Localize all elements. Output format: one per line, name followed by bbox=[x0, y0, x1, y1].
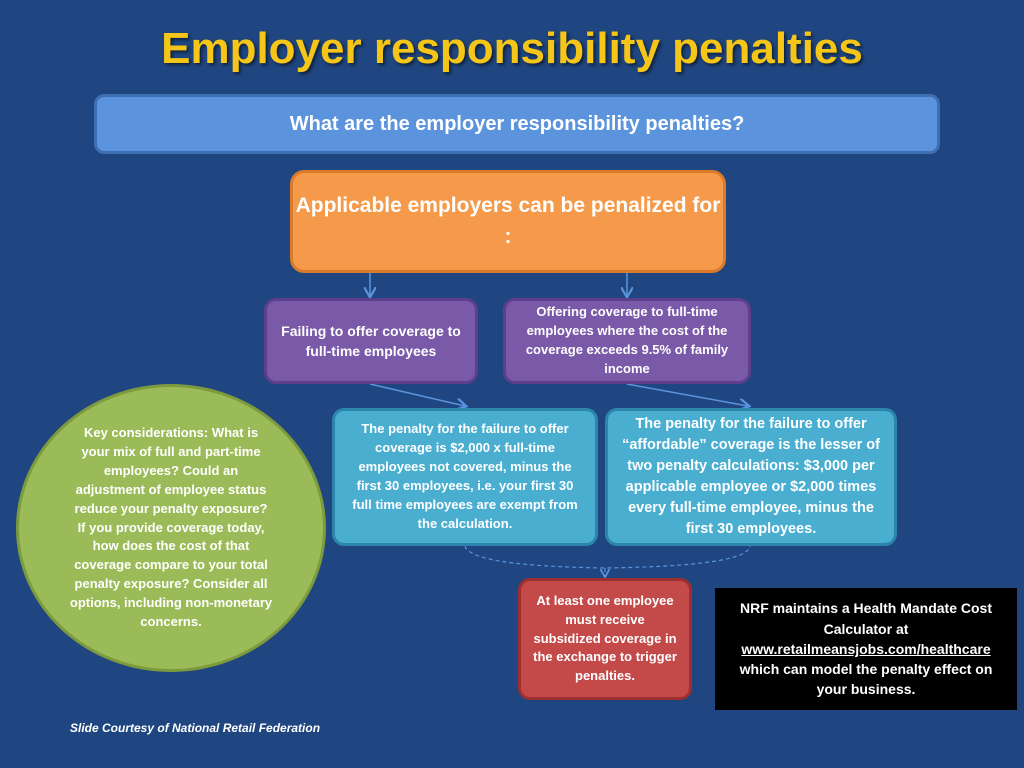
page-title: Employer responsibility penalties bbox=[161, 24, 863, 73]
penalty-text: The penalty for the failure to offer coverage is $2,000 x full-time employees not covered, minus the first 30 employees, i.e. your first 30 full time employees are exempt from the calculation. bbox=[352, 421, 578, 531]
arrow-reason2-to-penalty2 bbox=[627, 384, 748, 406]
main-box-text: Applicable employers can be penalized for : bbox=[295, 194, 721, 248]
reason-box-no-coverage bbox=[264, 298, 478, 384]
nrf-text-before: NRF maintains a Health Mandate Cost Calculator at bbox=[739, 600, 993, 637]
arrow-reason1-to-penalty1 bbox=[370, 384, 465, 406]
trigger-text: At least one employee must receive subsidized coverage in the exchange to trigger penalties. bbox=[533, 592, 677, 684]
reason-text: Failing to offer coverage to full-time employees bbox=[281, 322, 461, 359]
penalty-box-unaffordable bbox=[605, 408, 897, 546]
key-considerations-text: Key considerations: What is your mix of full and part-time employees? Could an adjustment of employee status reduce your penalty exposure? If you provide coverage today, how does the cost of that coverage compare to your total penalty exposure? Consider all options, including non-monetary concerns. bbox=[69, 425, 273, 629]
main-box bbox=[290, 170, 726, 273]
question-bar: What are the employer responsibility penalties? bbox=[94, 94, 940, 154]
penalty-text: The penalty for the failure to offer “affordable” coverage is the lesser of two penalty calculations: $3,000 per applicable employee or $2,000 times every full-time employee, minus the first 30 employees. bbox=[622, 415, 880, 538]
reason-text: Offering coverage to full-time employees where the cost of the coverage exceeds 9.5% of family income bbox=[525, 304, 729, 376]
trigger-box bbox=[518, 578, 692, 700]
reason-box-unaffordable bbox=[503, 298, 751, 384]
nrf-text-after: which can model the penalty effect on your business. bbox=[739, 661, 993, 698]
dashed-merge-to-trigger bbox=[465, 546, 750, 568]
nrf-text bbox=[725, 598, 1007, 699]
nrf-calculator-link[interactable]: www.retailmeansjobs.com/healthcare bbox=[741, 640, 991, 657]
nrf-calculator-box bbox=[715, 588, 1017, 710]
penalty-box-no-coverage bbox=[332, 408, 598, 546]
key-considerations-circle bbox=[16, 384, 326, 672]
slide-credit: Slide Courtesy of National Retail Federation bbox=[70, 721, 321, 735]
